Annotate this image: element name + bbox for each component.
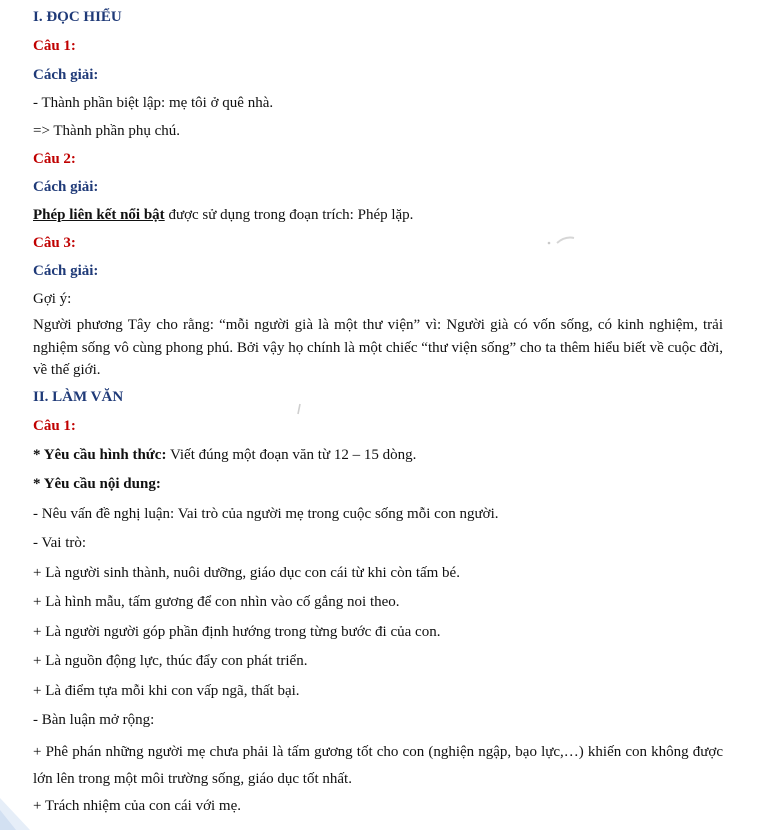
question-3-paragraph: Người phương Tây cho rằng: “mỗi người già là một thư viện” vì: Người già có vốn sống, có kinh nghiệm, trải nghiệm sống vô cùng phong phú. Bởi vậy họ chính là một chiếc “thư viện sống” cho ta thêm hiểu biết về cuộc đời, về thế giới. xyxy=(33,317,723,378)
question-3-method: Cách giải: xyxy=(33,263,99,279)
content-line: - Bàn luận mở rộng: xyxy=(33,712,155,728)
content-line: + Là người người góp phần định hướng trong từng bước đi của con. xyxy=(33,624,441,640)
question-2-method: Cách giải: xyxy=(33,179,99,195)
form-requirement-text: Viết đúng một đoạn văn từ 12 – 15 dòng. xyxy=(166,447,417,463)
question-3-hint: Gợi ý: xyxy=(33,291,72,307)
question-3-label: Câu 3: xyxy=(33,235,76,251)
section-heading-reading: I. ĐỌC HIỂU xyxy=(33,9,122,25)
question-2-answer xyxy=(33,205,413,225)
content-line: + Là nguồn động lực, thúc đẩy con phát triển. xyxy=(33,653,308,669)
corner-decoration xyxy=(0,790,90,830)
question-1-method: Cách giải: xyxy=(33,67,99,83)
form-requirement-label: * Yêu cầu hình thức: xyxy=(33,447,167,463)
discussion-paragraph: + Phê phán những người mẹ chưa phải là tấm gương tốt cho con (nghiện ngập, bạo lực,…) khiến con không được lớn lên trong một môi trường sống, giáo dục tốt nhất. xyxy=(33,744,723,787)
question-2-label: Câu 2: xyxy=(33,151,76,167)
question-2-answer-highlight: Phép liên kết nổi bật xyxy=(33,207,165,223)
writing-1-label: Câu 1: xyxy=(33,418,76,434)
scan-speck xyxy=(545,232,579,248)
content-line-last: + Trách nhiệm của con cái với mẹ. xyxy=(33,798,242,814)
content-requirement-label: * Yêu cầu nội dung: xyxy=(33,476,161,492)
question-1-line: => Thành phần phụ chú. xyxy=(33,123,181,139)
question-2-answer-rest: được sử dụng trong đoạn trích: Phép lặp. xyxy=(164,207,414,223)
content-line: - Nêu vấn đề nghị luận: Vai trò của người mẹ trong cuộc sống mỗi con người. xyxy=(33,506,499,522)
section-heading-writing: II. LÀM VĂN xyxy=(33,389,124,405)
content-line: - Vai trò: xyxy=(33,535,87,551)
content-line: + Là điểm tựa mỗi khi con vấp ngã, thất bại. xyxy=(33,683,300,699)
content-line: + Là người sinh thành, nuôi dưỡng, giáo dục con cái từ khi còn tấm bé. xyxy=(33,565,460,581)
content-line: + Là hình mẫu, tấm gương để con nhìn vào cố gắng noi theo. xyxy=(33,594,400,610)
scan-speck xyxy=(295,402,303,416)
question-1-label: Câu 1: xyxy=(33,38,76,54)
question-1-line: - Thành phần biệt lập: mẹ tôi ở quê nhà. xyxy=(33,95,274,111)
form-requirement xyxy=(33,445,416,465)
